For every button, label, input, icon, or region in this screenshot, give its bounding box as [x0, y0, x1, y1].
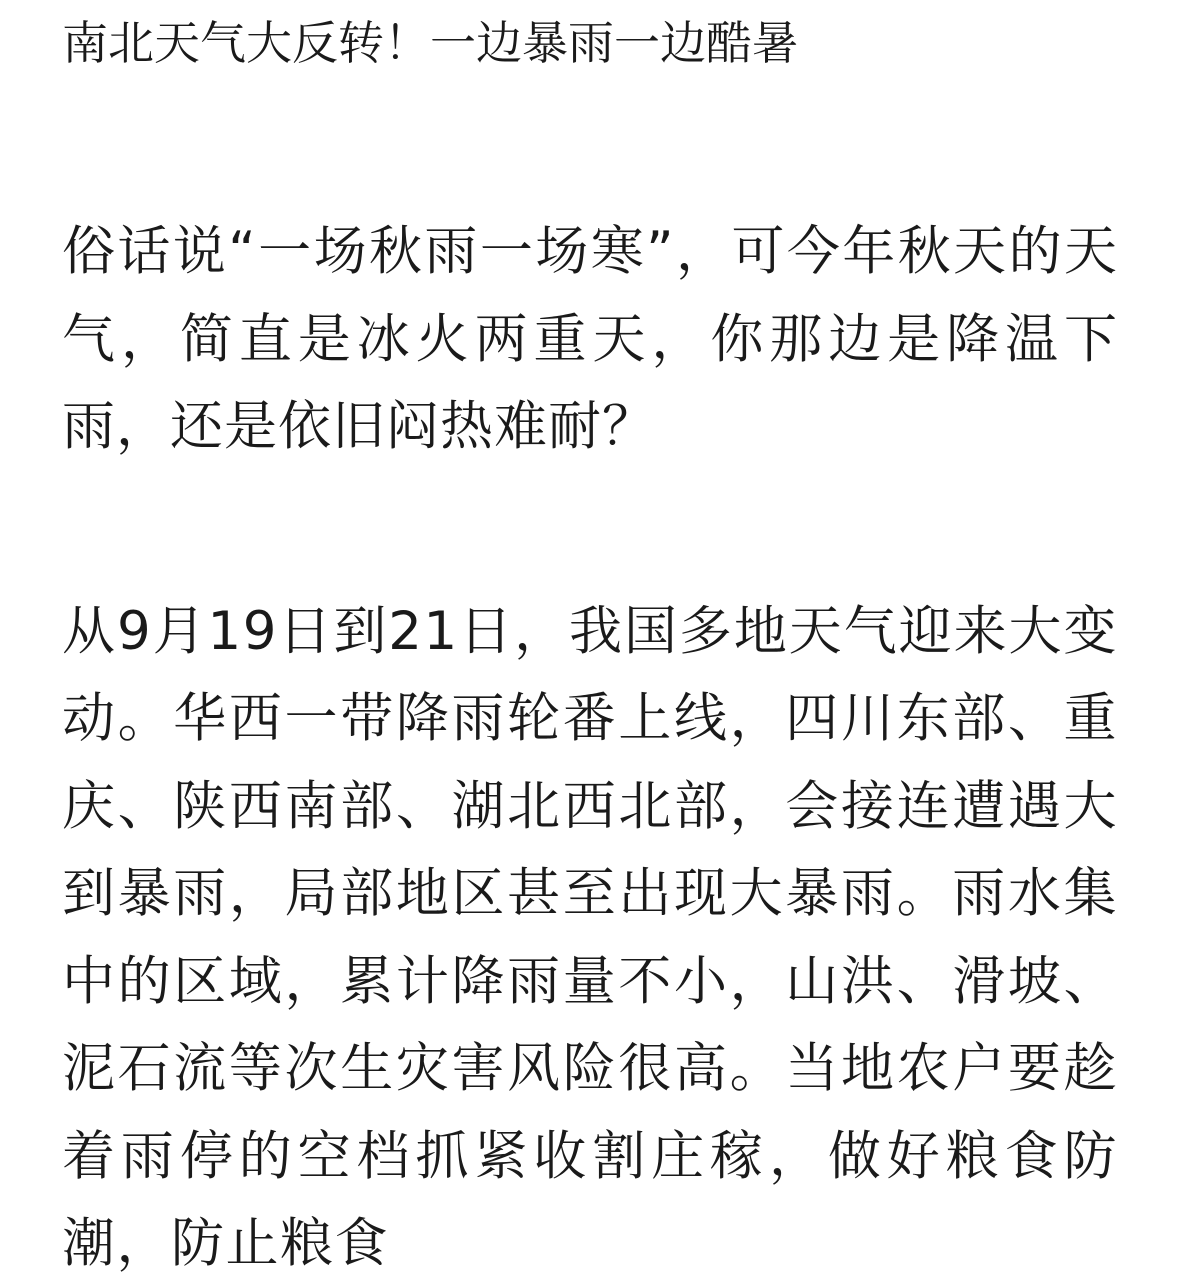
- article-paragraph: 从9月19日到21日，我国多地天气迎来大变动。华西一带降雨轮番上线，四川东部、重庆、陕西南部、湖北西北部，会接连遭遇大到暴雨，局部地区甚至出现大暴雨。雨水集中的区域，累计降雨量不小，山洪、滑坡、泥石流等次生灾害风险很高。当地农户要趁着雨停的空档抓紧收割庄稼，做好粮食防潮，防止粮食: [62, 600, 1118, 1274]
- article-paragraph: 俗话说“一场秋雨一场寒”，可今年秋天的天气，简直是冰火两重天，你那边是降温下雨，还是依旧闷热难耐？: [62, 221, 1118, 457]
- article: [62, 0, 1118, 1288]
- article-title: 南北天气大反转！一边暴雨一边酷暑: [62, 16, 798, 70]
